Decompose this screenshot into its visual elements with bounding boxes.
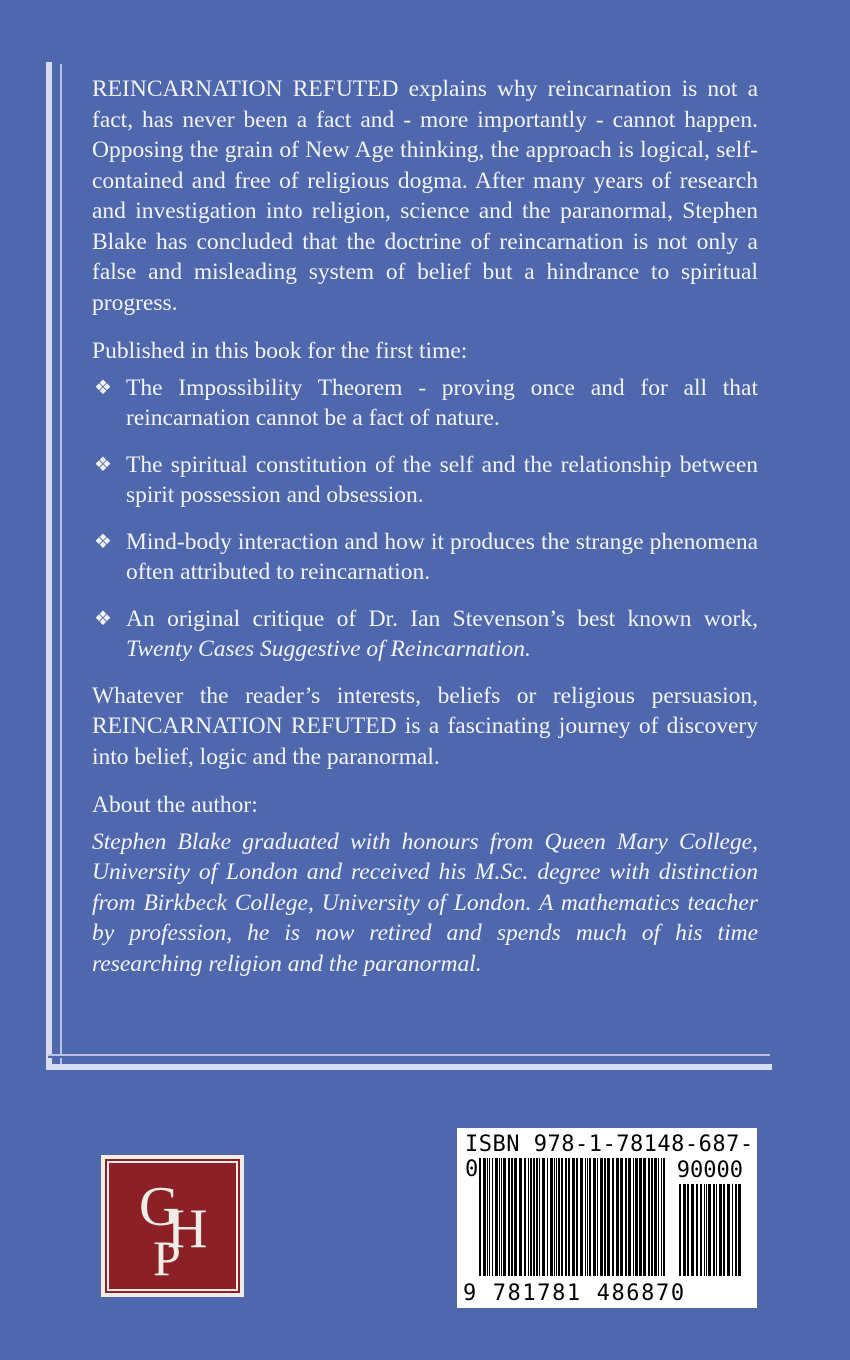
svg-text:P: P — [153, 1230, 181, 1286]
feature-list — [92, 373, 758, 665]
list-item: ❖ The Impossibility Theorem - proving once and for all that reincarnation cannot be a fact of nature. — [94, 374, 758, 431]
intro-paragraph: REINCARNATION REFUTED explains why reincarnation is not a fact, has never been a fact and - more importantly - cannot happen. Opposing the grain of New Age thinking, the approach is logical, self-contained and free of religious dogma. After many years of research and investigation into religion, science and the paranormal, Stephen Blake has concluded that the doctrine of reincarnation is not only a false and misleading system of belief but a hindrance to spiritual progress. — [92, 76, 758, 316]
published-heading: Published in this book for the first time: — [92, 338, 468, 364]
book-title-italic: Twenty Cases Suggestive of Reincarnation. — [126, 636, 531, 662]
author-bio: Stephen Blake graduated with honours from Queen Mary College, University of London and received his M.Sc. degree with distinction from Birkbeck College, University of London. A mathematics teacher by profession, he is now retired and spends much of his time researching religion and the paranormal. — [92, 828, 758, 977]
closing-paragraph: Whatever the reader’s interests, beliefs or religious persuasion, REINCARNATION REFUTED is a fascinating journey of discovery into belief, logic and the paranormal. — [92, 682, 758, 770]
frame-left-bar — [46, 62, 52, 1070]
frame-bottom-bar — [46, 1064, 772, 1070]
svg-text:H: H — [167, 1198, 208, 1260]
list-item: ❖ The spiritual constitution of the self and the relationship between spirit possession and obsession. — [94, 451, 758, 508]
price-barcode-icon — [679, 1184, 745, 1276]
ghp-monogram-icon — [109, 1163, 236, 1289]
about-heading: About the author: — [92, 792, 258, 818]
list-item: ❖ An original critique of Dr. Ian Stevenson’s best known work, Twenty Cases Suggestive of Reincarnation. — [94, 605, 758, 662]
isbn-barcode — [457, 1128, 757, 1308]
diamond-bullet-icon: ❖ — [94, 453, 112, 476]
price-code: 90000 — [676, 1158, 743, 1183]
svg-text:G: G — [139, 1176, 180, 1238]
isbn-label: ISBN 978-1-78148-687-0 — [465, 1132, 754, 1182]
diamond-bullet-icon: ❖ — [94, 607, 112, 630]
ean-digits: 9 781781 486870 — [463, 1281, 686, 1306]
ean-barcode-icon — [479, 1158, 669, 1276]
back-cover-text — [92, 74, 758, 997]
diamond-bullet-icon: ❖ — [94, 376, 112, 399]
publisher-logo — [101, 1155, 244, 1297]
list-item: ❖ Mind-body interaction and how it produces the strange phenomena often attributed to reincarnation. — [94, 528, 758, 585]
diamond-bullet-icon: ❖ — [94, 530, 112, 553]
